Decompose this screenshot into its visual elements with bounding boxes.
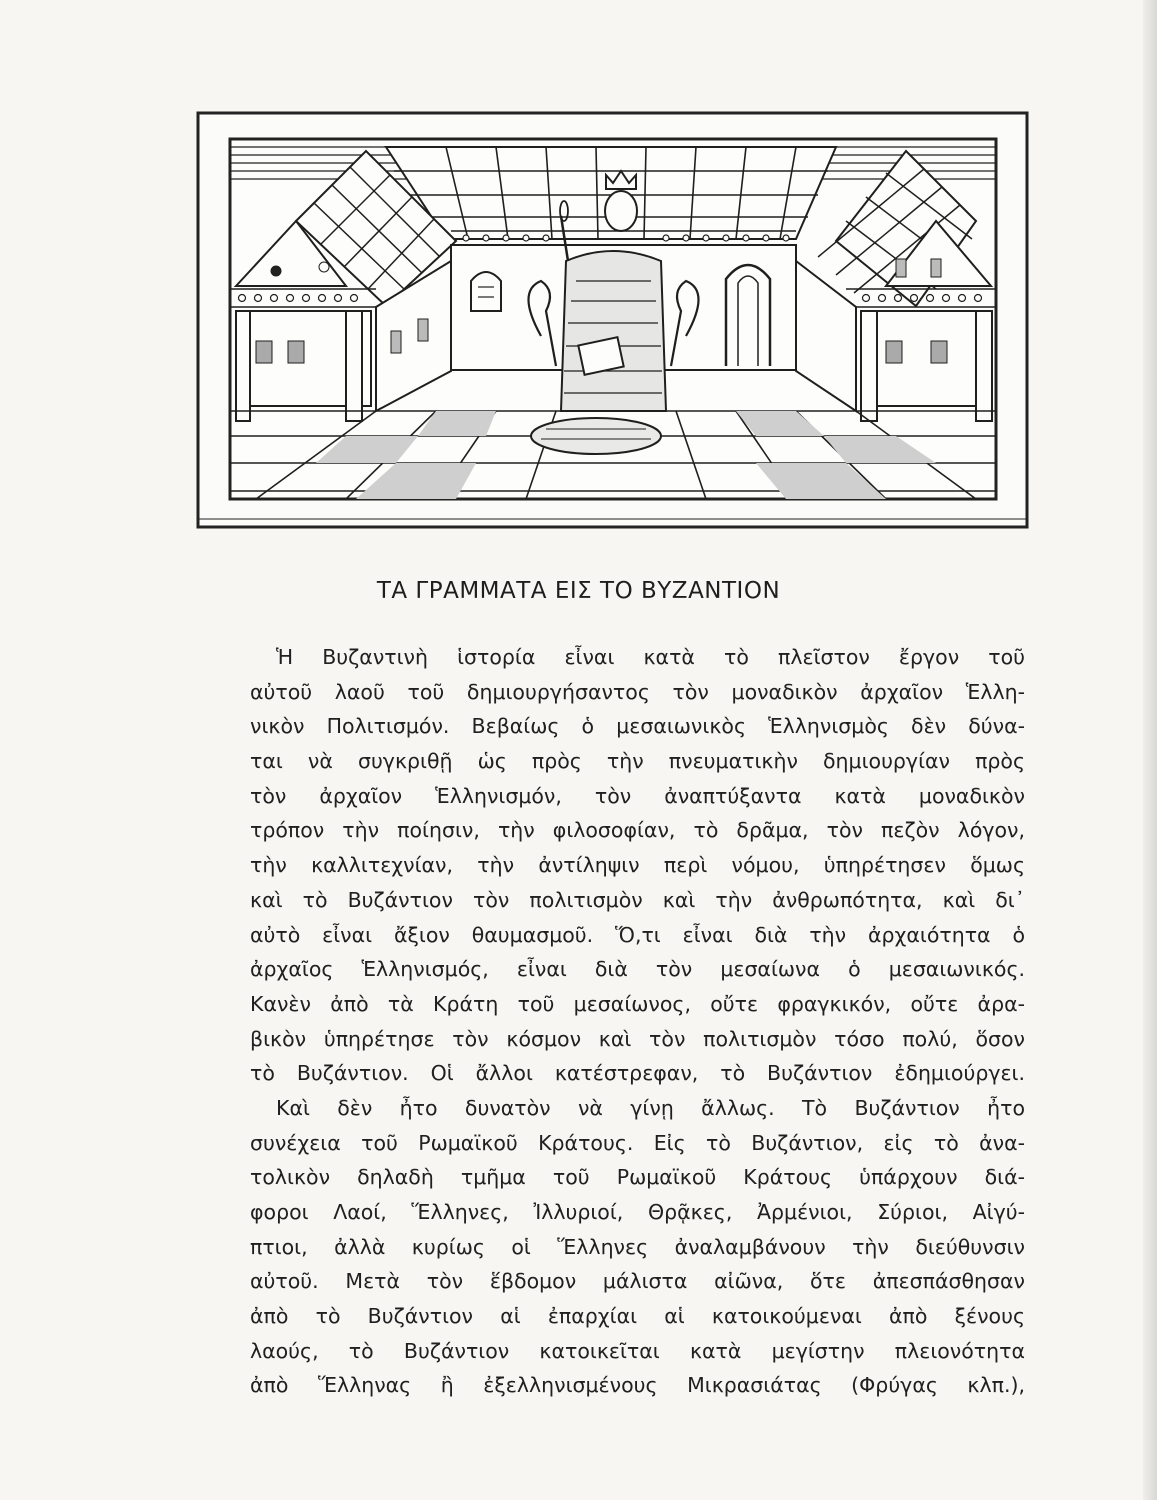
text-line: πτιοι, ἀλλὰ κυρίως οἱ Ἕλληνες ἀναλαμβάνουν τὴν διεύθυνσιν	[250, 1234, 1025, 1259]
text-line: ἀπὸ τὸ Βυζάντιον αἱ ἐπαρχίαι αἱ κατοικούμεναι ἀπὸ ξένους	[250, 1304, 1025, 1329]
text-line: αὐτοῦ λαοῦ τοῦ δημιουργήσαντος τὸν μοναδικὸν ἀρχαῖον Ἑλλη-	[250, 679, 1025, 704]
text-line: ἀρχαῖος Ἑλληνισμός, εἶναι διὰ τὸν μεσαίωνα ὁ μεσαιωνικός.	[250, 957, 1025, 982]
woodcut-enthroned-figure-icon	[196, 111, 1029, 529]
text-line: Ἡ Βυζαντινὴ ἱστορία εἶναι κατὰ τὸ πλεῖστον ἔργον τοῦ	[276, 645, 1025, 669]
text-line: νικὸν Πολιτισμόν. Βεβαίως ὁ μεσαιωνικὸς Ἑλληνισμὸς δὲν δύνα-	[250, 714, 1025, 739]
page-title: ΤΑ ΓΡΑΜΜΑΤΑ ΕΙΣ ΤΟ ΒΥΖΑΝΤΙΟΝ	[376, 578, 781, 604]
woodcut-illustration	[196, 111, 1029, 529]
text-line: αὐτὸ εἶναι ἄξιον θαυμασμοῦ. Ὅ,τι εἶναι διὰ τὴν ἀρχαιότητα ὁ	[250, 922, 1025, 947]
text-line: Κανὲν ἀπὸ τὰ Κράτη τοῦ μεσαίωνος, οὔτε φραγκικόν, οὔτε ἀρα-	[250, 991, 1025, 1016]
text-line: λαούς, τὸ Βυζάντιον κατοικεῖται κατὰ μεγίστην πλειονότητα	[250, 1338, 1025, 1363]
text-line: τὸν ἀρχαῖον Ἑλληνισμόν, τὸν ἀναπτύξαντα κατὰ μοναδικὸν	[250, 783, 1025, 808]
page-edge	[1143, 0, 1157, 1500]
text-line: φοροι Λαοί, Ἕλληνες, Ἰλλυριοί, Θρᾷκες, Ἀρμένιοι, Σύριοι, Αἰγύ-	[250, 1200, 1025, 1224]
text-line: βικὸν ὑπηρέτησε τὸν κόσμον καὶ τὸν πολιτισμὸν τόσο πολύ, ὅσον	[250, 1026, 1025, 1051]
text-line: τολικὸν δηλαδὴ τμῆμα τοῦ Ρωμαϊκοῦ Κράτους ὑπάρχουν διά-	[250, 1165, 1025, 1190]
text-line: αὐτοῦ. Μετὰ τὸν ἕβδομον μάλιστα αἰῶνα, ὅτε ἀπεσπάσθησαν	[250, 1269, 1025, 1294]
text-line: συνέχεια τοῦ Ρωμαϊκοῦ Κράτους. Εἰς τὸ Βυζάντιον, εἰς τὸ ἀνα-	[250, 1130, 1025, 1155]
text-line: ἀπὸ Ἕλληνας ἢ ἐξελληνισμένους Μικρασιάτας (Φρύγας κλπ.),	[250, 1373, 1025, 1398]
text-line: καὶ τὸ Βυζάντιον τὸν πολιτισμὸν καὶ τὴν ἀνθρωπότητα, καὶ δι᾿	[250, 887, 1025, 912]
text-line: ται νὰ συγκριθῇ ὡς πρὸς τὴν πνευματικὴν δημιουργίαν πρὸς	[250, 749, 1025, 774]
text-line: τὸ Βυζάντιον. Οἱ ἄλλοι κατέστρεφαν, τὸ Βυζάντιον ἐδημιούργει.	[250, 1061, 1025, 1086]
text-line: Καὶ δὲν ἦτο δυνατὸν νὰ γίνῃ ἄλλως. Τὸ Βυζάντιον ἦτο	[276, 1095, 1025, 1120]
body-text	[250, 640, 1025, 1403]
text-line: τὴν καλλιτεχνίαν, τὴν ἀντίληψιν περὶ νόμου, ὑπηρέτησεν ὅμως	[250, 853, 1025, 878]
text-line: τρόπον τὴν ποίησιν, τὴν φιλοσοφίαν, τὸ δρᾶμα, τὸν πεζὸν λόγον,	[250, 818, 1025, 843]
